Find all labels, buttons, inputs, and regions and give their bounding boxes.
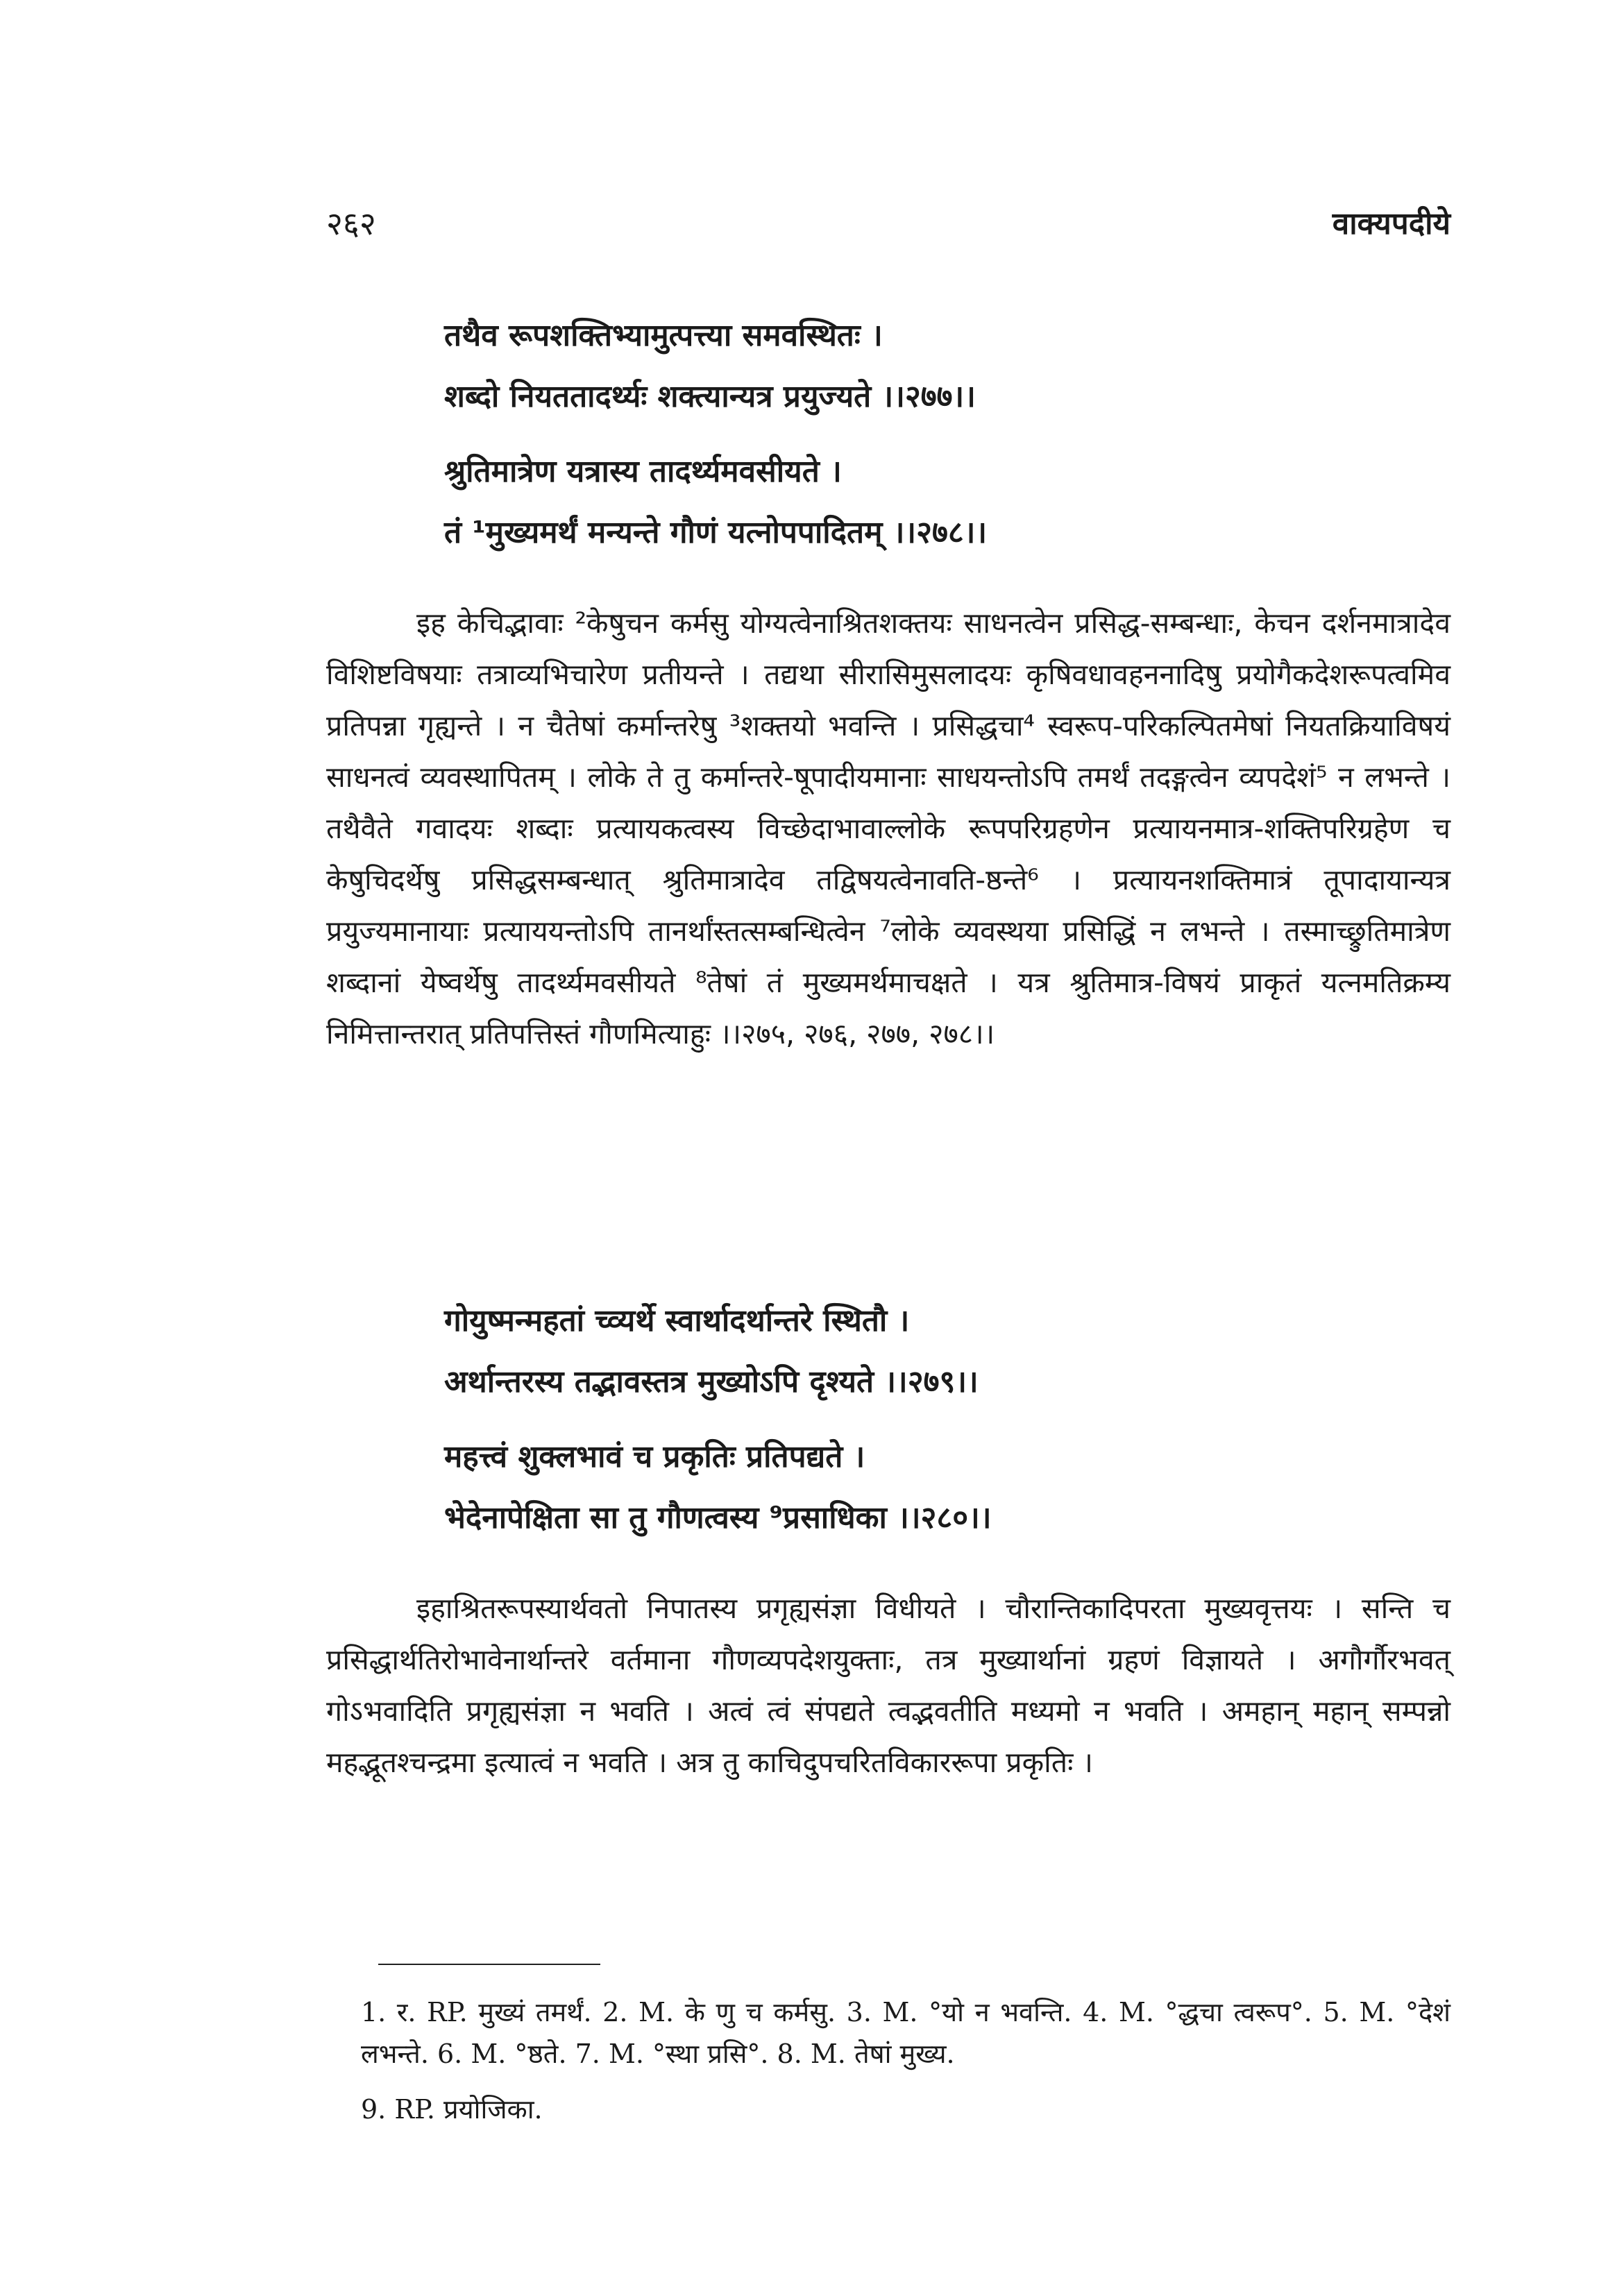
footnotes [361,1991,1450,2130]
verse-line: तथैव रूपशक्तिभ्यामुत्पत्त्या समवस्थितः । [444,318,883,353]
running-title: वाक्यपदीये [1332,206,1450,241]
footnote: 9. RP. प्रयोजिका. [361,2094,543,2125]
verse-280 [444,1427,1430,1549]
commentary-paragraph: इह केचिद्भावाः ²केषुचन कर्मसु योग्यत्वेनाश्रितशक्तयः साधनत्वेन प्रसिद्ध-सम्बन्धाः, केचन दर्शनमात्रादेव विशिष्टविषयाः तत्राव्यभिचारेण प्रतीयन्ते । तद्यथा सीरासिमुसलादयः कृषिवधावहननादिषु प्रयोगैकदेशरूपत्वमिव प्रतिपन्ना गृह्यन्ते । न चैतेषां कर्मान्तरेषु ³शक्तयो भवन्ति । प्रसिद्धचा⁴ स्वरूप-परिकल्पितमेषां नियतक्रियाविषयं साधनत्वं व्यवस्थापितम् । लोके ते तु कर्मान्तरे-षूपादीयमानाः साधयन्तोऽपि तमर्थं तदङ्गत्वेन व्यपदेशं⁵ न लभन्ते । तथैवैते गवादयः शब्दाः प्रत्यायकत्वस्य विच्छेदाभावाल्लोके रूपपरिग्रहणेन प्रत्यायनमात्र-शक्तिपरिग्रहेण च केषुचिदर्थेषु प्रसिद्धसम्बन्धात् श्रुतिमात्रादेव तद्विषयत्वेनावति-ष्ठन्ते⁶ । प्रत्यायनशक्तिमात्रं तूपादायान्यत्र प्रयुज्यमानायाः प्रत्याययन्तोऽपि तानर्थांस्तत्सम्बन्धित्वेन ⁷लोके व्यवस्थया प्रसिद्धिं न लभन्ते । तस्माच्छ्रुतिमात्रेण शब्दानां येष्वर्थेषु तादर्थ्यमवसीयते ⁸तेषां तं मुख्यमर्थमाचक्षते । यत्र श्रुतिमात्र-विषयं प्राकृतं यत्नमतिक्रम्य निमित्तान्तरात् प्रतिपत्तिस्तं गौणमित्याहुः ।।२७५, २७६, २७७, २७८।। [326,606,1450,1051]
page-header [326,201,1450,250]
verse-line: भेदेनापेक्षिता सा तु गौणत्वस्य ⁹प्रसाधिका ।।२८०।। [444,1500,992,1536]
verse-278 [444,441,1430,563]
verse-line: महत्त्वं शुक्लभावं च प्रकृतिः प्रतिपद्यते । [444,1439,865,1474]
commentary-paragraph: इहाश्रितरूपस्यार्थवतो निपातस्य प्रगृह्यसंज्ञा विधीयते । चौरान्तिकादिपरता मुख्यवृत्तयः । सन्ति च प्रसिद्धार्थतिरोभावेनार्थान्तरे वर्तमाना गौणव्यपदेशयुक्ताः, तत्र मुख्यार्थानां ग्रहणं विज्ञायते । अगौर्गौरभवत् गोऽभवादिति प्रगृह्यसंज्ञा न भवति । अत्वं त्वं संपद्यते त्वद्भवतीति मध्यमो न भवति । अमहान् महान् सम्पन्नो महद्भूतश्चन्द्रमा इत्यात्वं न भवति । अत्र तु काचिदुपचरितविकाररूपा प्रकृतिः । [326,1592,1450,1779]
verse-line: अर्थान्तरस्य तद्भावस्तत्र मुख्योऽपि दृश्यते ।।२७९।। [444,1364,979,1400]
verse-line: गोयुष्मन्महतां च्व्यर्थे स्वार्थादर्थान्तरे स्थितौ । [444,1303,910,1338]
verse-line: श्रुतिमात्रेण यत्रास्य तादर्थ्यमवसीयते । [444,454,842,489]
verse-279 [444,1291,1430,1413]
verse-line: तं ¹मुख्यमर्थं मन्यन्ते गौणं यत्नोपपादितम् ।।२७८।। [444,515,988,550]
verse-line: शब्दो नियततादर्थ्यः शक्त्यान्यत्र प्रयुज्यते ।।२७७।। [444,379,976,414]
footnote-divider [378,1964,600,1965]
verse-277 [444,305,1430,427]
footnote: 1. र. RP. मुख्यं तमर्थं. 2. M. के णु च कर्मसु. 3. M. °यो न भवन्ति. 4. M. °द्धचा त्वरूप°. 5. M. °देशं लभन्ते. 6. M. °ष्ठते. 7. M. °स्था प्रसि°. 8. M. तेषां मुख्य. [361,1997,1450,2069]
page-number: २६२ [326,205,376,242]
